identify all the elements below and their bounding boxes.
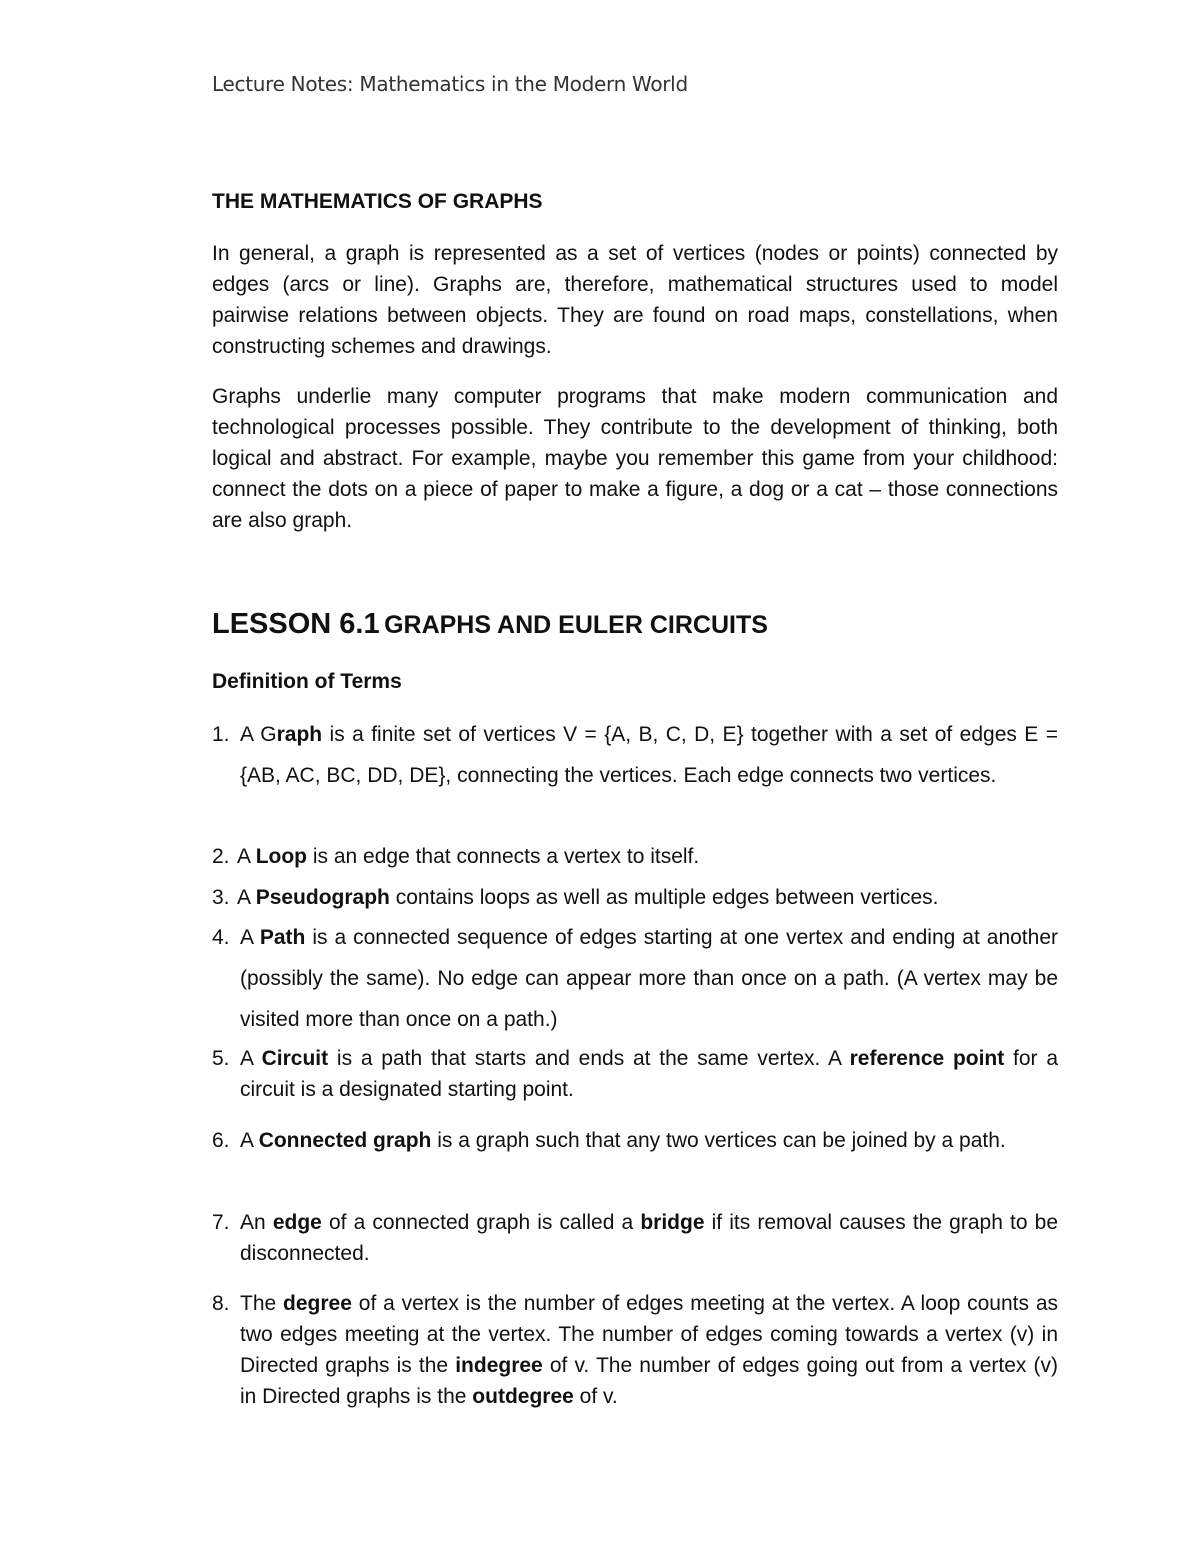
defined-term: degree	[283, 1292, 352, 1315]
text-segment: of v.	[573, 1385, 618, 1408]
definition-text	[240, 1288, 1058, 1412]
text-segment: A	[240, 926, 260, 949]
definition-item	[212, 877, 1058, 918]
intro-paragraph-2: Graphs underlie many computer programs that make modern communication and technological processes possible. They contribute to the development of thinking, both logical and abstract. For example, maybe you remember this game from your childhood: connect the dots on a piece of paper to make a figure, a dog or a cat – those connections are also graph.	[212, 385, 1058, 532]
text-segment: contains loops as well as multiple edges between vertices.	[389, 886, 939, 909]
definition-text	[237, 877, 1058, 918]
definition-text	[240, 1043, 1058, 1105]
definition-text	[240, 1125, 1058, 1156]
text-segment: for a circuit is a designated starting point.	[240, 1047, 1058, 1101]
text-segment: of a vertex is the number of edges meeting at the vertex. A loop counts as two edges meeting at the vertex. The number of edges coming towards a vertex (v) in Directed graphs is the	[240, 1292, 1059, 1377]
definition-text	[240, 917, 1058, 1040]
text-segment: A	[237, 845, 256, 868]
item-number: 1.	[212, 723, 230, 746]
defined-term: edge	[272, 1211, 322, 1234]
definition-item	[212, 917, 1058, 1040]
definitions-subheading: Definition of Terms	[212, 670, 402, 693]
section-title: THE MATHEMATICS OF GRAPHS	[212, 190, 543, 213]
item-number: 3.	[212, 886, 230, 909]
definition-item	[212, 714, 1058, 796]
text-segment: is an edge that connects a vertex to itself.	[307, 845, 700, 868]
item-number: 2.	[212, 845, 230, 868]
item-number: 7.	[212, 1211, 230, 1234]
text-segment: of a connected graph is called a	[321, 1211, 641, 1234]
definition-text	[240, 714, 1058, 796]
text-segment: A	[240, 1129, 259, 1152]
text-segment: A G	[240, 723, 277, 746]
running-header: Lecture Notes: Mathematics in the Modern World	[212, 72, 688, 96]
defined-term: Pseudograph	[255, 886, 390, 909]
definition-item	[212, 1207, 1058, 1269]
item-number: 6.	[212, 1129, 230, 1152]
text-segment: is a path that starts and ends at the same vertex. A	[328, 1047, 850, 1070]
defined-term: Loop	[255, 845, 307, 868]
text-segment: of v. The number of edges going out from a vertex (v) in Directed graphs is the	[240, 1354, 1058, 1408]
definition-text	[240, 1207, 1058, 1269]
item-number: 5.	[212, 1047, 230, 1070]
text-segment: is a graph such that any two vertices can be joined by a path.	[431, 1129, 1006, 1152]
text-segment: The	[240, 1292, 284, 1315]
item-number: 8.	[212, 1292, 230, 1315]
lesson-number: LESSON 6.1	[212, 608, 380, 640]
definition-item	[212, 1288, 1058, 1412]
defined-term: raph	[276, 723, 323, 746]
definition-item	[212, 836, 1058, 877]
item-number: 4.	[212, 926, 230, 949]
lesson-title	[212, 608, 768, 641]
definition-text	[237, 836, 1058, 877]
text-segment: if its removal causes the graph to be disconnected.	[240, 1211, 1058, 1265]
defined-term: Circuit	[261, 1047, 329, 1070]
text-segment: A	[240, 1047, 262, 1070]
intro-paragraph-1: In general, a graph is represented as a set of vertices (nodes or points) connected by edges (arcs or line). Graphs are, therefore, mathematical structures used to model pairwise relations between objects. They are found on road maps, constellations, when constructing schemes and drawings.	[212, 242, 1058, 358]
text-segment: is a finite set of vertices V = {A, B, C, D, E} together with a set of edges E = {AB, AC, BC, DD, DE}, connecting the vertices. Each edge connects two vertices.	[240, 723, 1058, 787]
defined-term: Path	[259, 926, 306, 949]
lesson-name: GRAPHS AND EULER CIRCUITS	[384, 611, 768, 639]
defined-term: bridge	[640, 1211, 705, 1234]
text-segment: A	[237, 886, 256, 909]
defined-term: Connected graph	[258, 1129, 432, 1152]
text-segment: An	[240, 1211, 273, 1234]
defined-term: reference point	[849, 1047, 1005, 1070]
defined-term: outdegree	[472, 1385, 574, 1408]
definition-item	[212, 1043, 1058, 1105]
defined-term: indegree	[455, 1354, 543, 1377]
text-segment: is a connected sequence of edges starting at one vertex and ending at another (possibly the same). No edge can appear more than once on a path. (A vertex may be visited more than once on a path.)	[240, 926, 1058, 1031]
definition-item	[212, 1125, 1058, 1156]
